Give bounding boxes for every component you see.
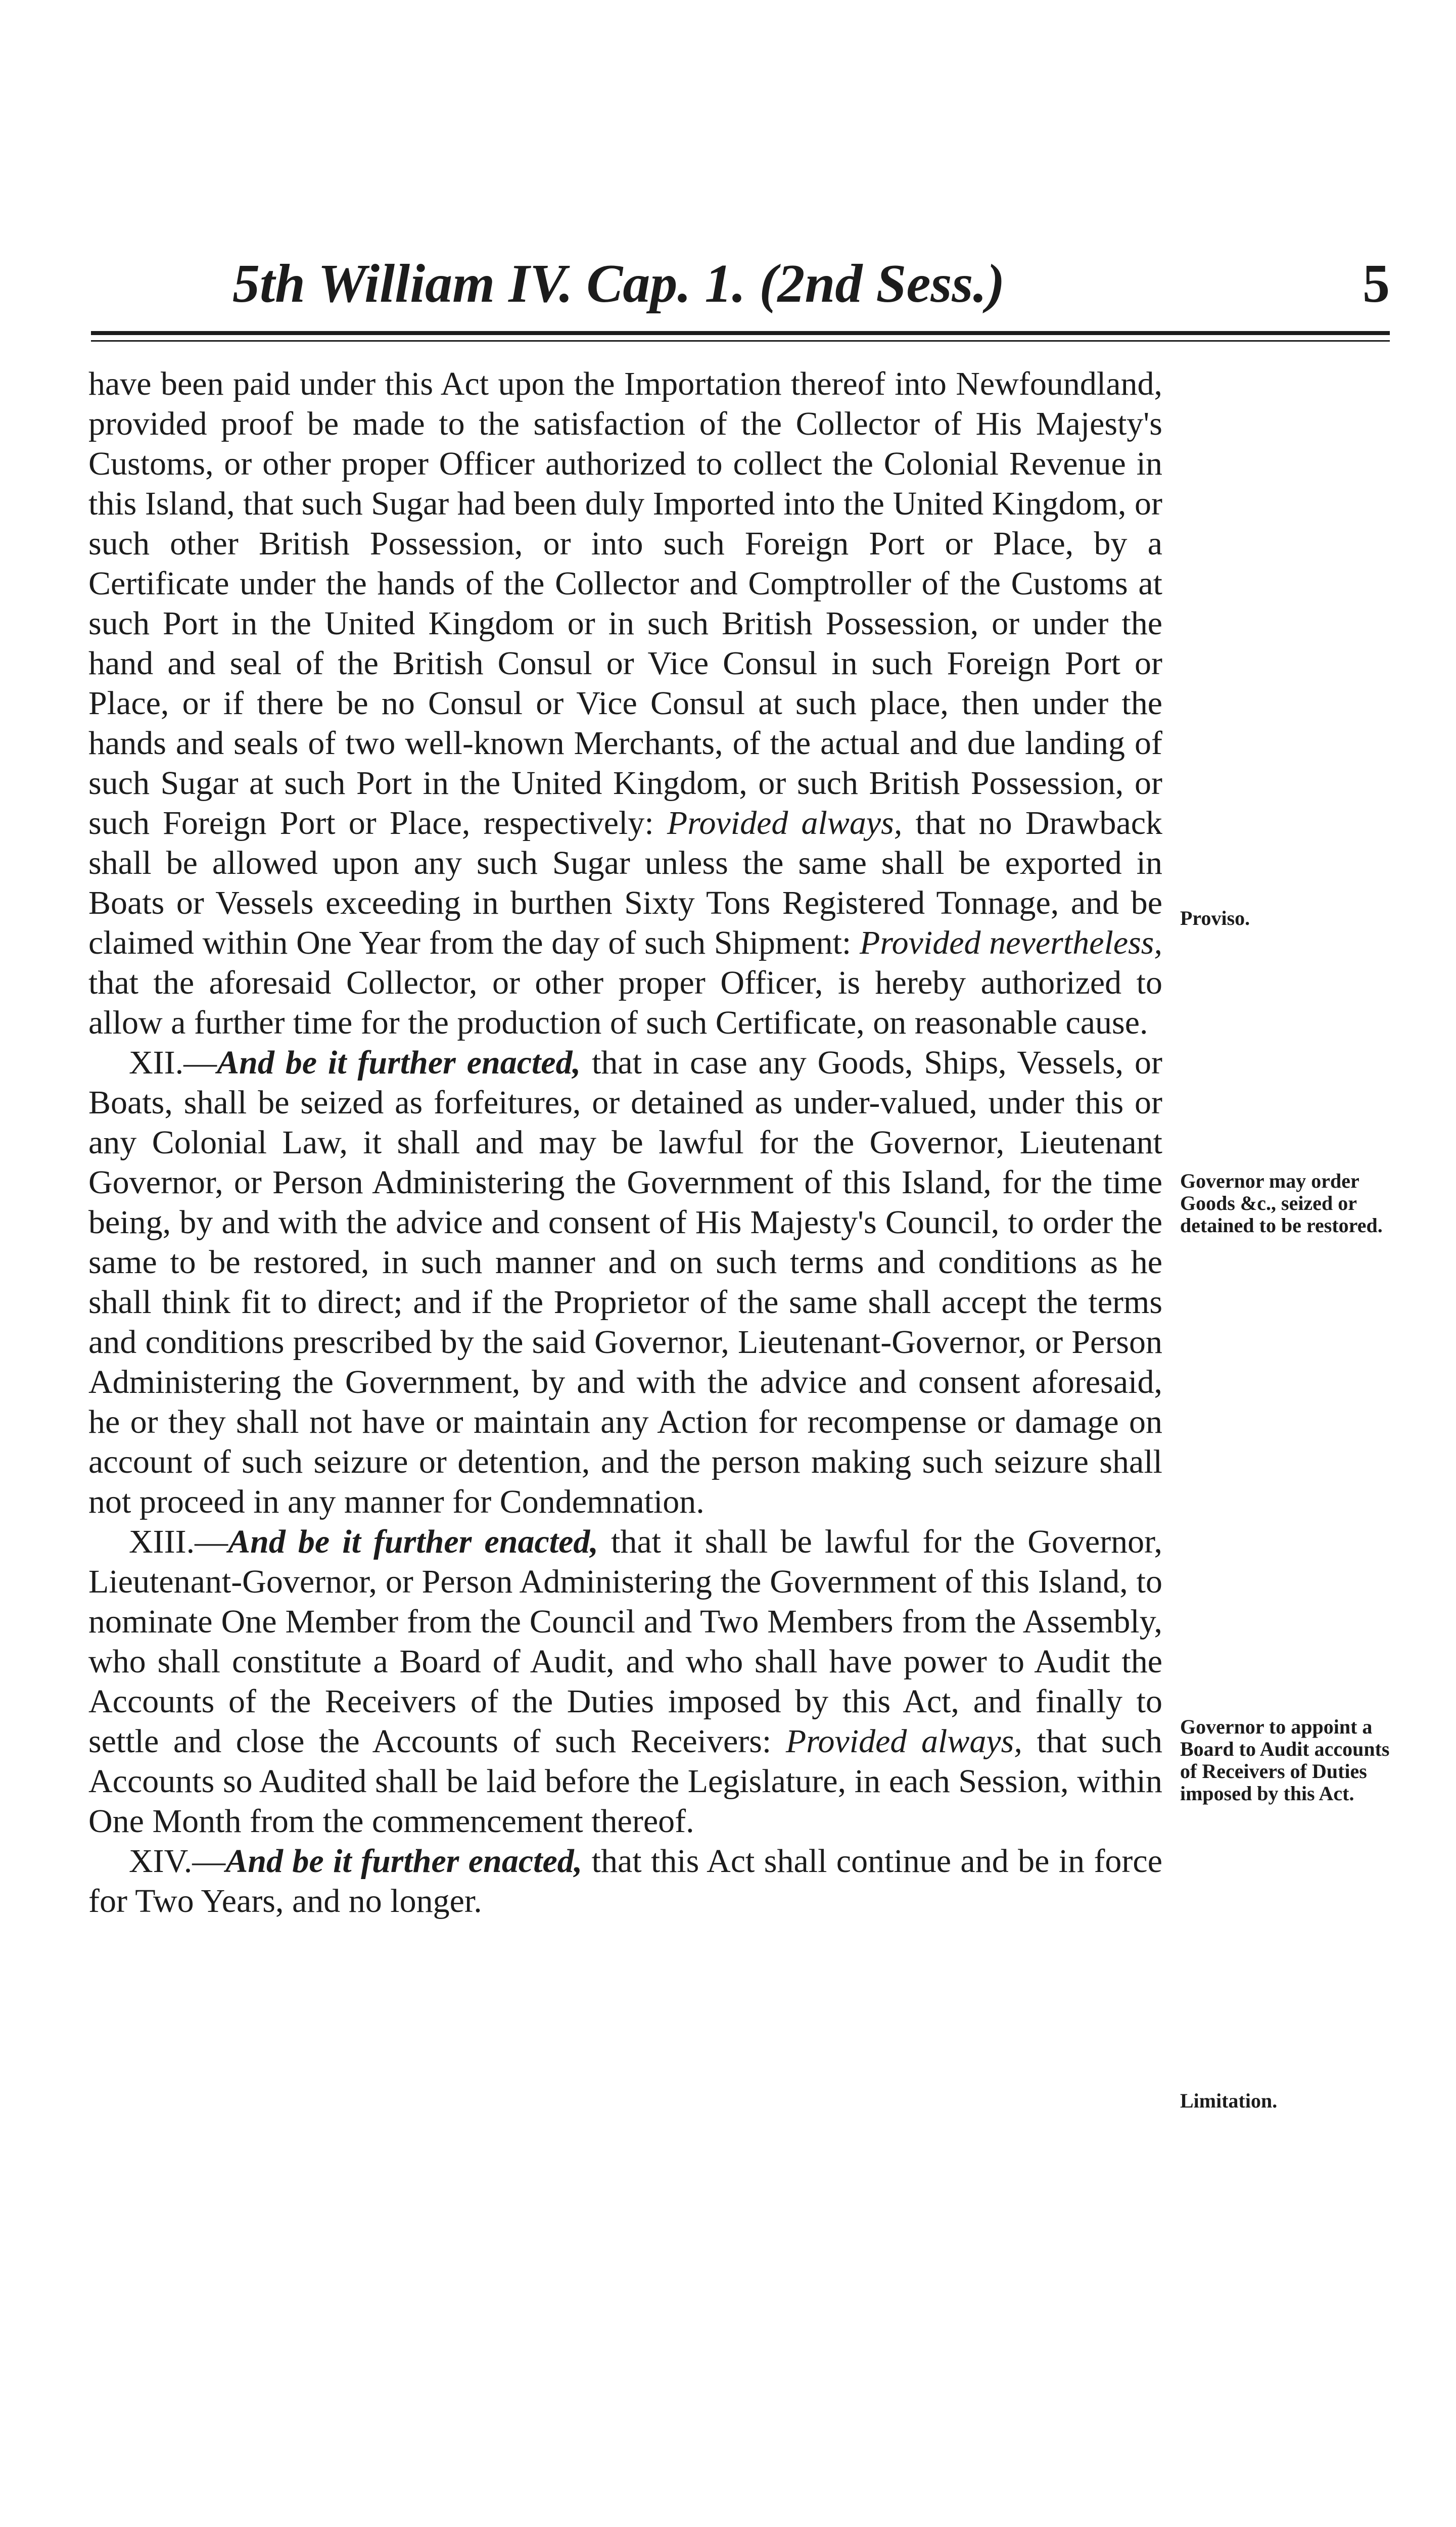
enacting-clause: And be it further enacted, — [225, 1843, 583, 1880]
section-text: that in case any Goods, Ships, Vessels, or Boats, shall be seized as forfeitures, or detained as under-valued, under this or any Colonial Law, it shall and may be lawful for the Governor, Lieutenant Governor, or Person Administering the Government of this Island, for the time being, by and with the advice and consent of His Majesty's Council, to order the same to be restored, in such manner and on such terms and conditions as he shall think fit to direct; and if the Proprietor of the same shall accept the terms and conditions prescribed by the said Governor, Lieutenant-Governor, or Person Administering the Government, by and with the advice and consent aforesaid, he or they shall not have or maintain any Action for recompense or damage on account of such seizure or detention, and the person making such seizure shall not proceed in any manner for Condemnation. — [88, 1044, 1162, 1520]
paragraph-text: that no Drawback shall be allowed upon any such Sugar unless the same shall be exported in Boats or Vessels exceeding in burthen Sixty Tons Registered Tonnage, and be claimed within One Year from the day of such Shipment: — [88, 805, 1163, 961]
proviso-phrase: Provided always, — [785, 1723, 1022, 1760]
proviso-phrase: Provided always, — [667, 805, 903, 841]
page-header — [91, 243, 1390, 344]
running-title: 5th William IV. Cap. 1. (2nd Sess.) — [232, 254, 1005, 314]
margin-note-proviso: Proviso. — [1180, 907, 1250, 929]
margin-note-limitation: Limitation. — [1180, 2089, 1278, 2112]
section-text: that this Act shall continue and be in force for Two Years, and no longer. — [88, 1843, 1162, 1920]
paragraph-text: that the aforesaid Collector, or other proper Officer, is hereby authorized to allow a further time for the production of such Certificate, on reasonable cause. — [88, 964, 1162, 1041]
header-rule — [91, 331, 1390, 342]
enacting-clause: And be it further enacted, — [228, 1523, 598, 1560]
paragraph-text: have been paid under this Act upon the Importation thereof into Newfoundland, provided proof be made to the satisfaction of the Collector of His Majesty's Customs, or other proper Officer authorized to collect the Colonial Revenue in this Island, that such Sugar had been duly Imported into the United Kingdom, or such other British Possession, or into such Foreign Port or Place, by a Certificate under the hands of the Collector and Comptroller of the Customs at such Port in the United Kingdom or in such British Possession, or under the hand and seal of the British Consul or Vice Consul in such Foreign Port or Place, or if there be no Consul or Vice Consul at such place, then under the hands and seals of two well-known Merchants, of the actual and due landing of such Sugar at such Port in the United Kingdom, or such British Possession, or such Foreign Port or Place, respectively: — [88, 365, 1162, 841]
section-text: that it shall be lawful for the Governor, Lieutenant-Governor, or Person Administering the Government of this Island, to nominate One Member from the Council and Two Members from the Assembly, who shall constitute a Board of Audit, and who shall have power to Audit the Accounts of the Receivers of the Duties imposed by this Act, and finally to settle and close the Accounts of such Receivers: — [88, 1523, 1163, 1760]
paragraph-continued — [88, 364, 1162, 1043]
section-number: XIII.— — [129, 1523, 228, 1560]
enacting-clause: And be it further enacted, — [217, 1044, 581, 1081]
margin-note-board-of-audit: Governor to appoint a Board to Audit accounts of Receivers of Duties imposed by this Act. — [1180, 1715, 1390, 1805]
margin-note-governor-restore: Governor may order Goods &c., seized or detained to be restored. — [1180, 1169, 1383, 1237]
body-text — [88, 364, 1162, 1921]
section-xiii — [88, 1522, 1162, 1841]
proviso-phrase: Provided nevertheless, — [860, 924, 1162, 961]
section-xiv — [88, 1841, 1162, 1921]
section-number: XIV.— — [129, 1843, 226, 1880]
section-number: XII.— — [129, 1044, 217, 1081]
section-text: that such Accounts so Audited shall be laid before the Legislature, in each Session, within One Month from the commencement thereof. — [88, 1723, 1163, 1840]
page-number: 5 — [1363, 254, 1390, 314]
section-xii — [88, 1043, 1162, 1522]
